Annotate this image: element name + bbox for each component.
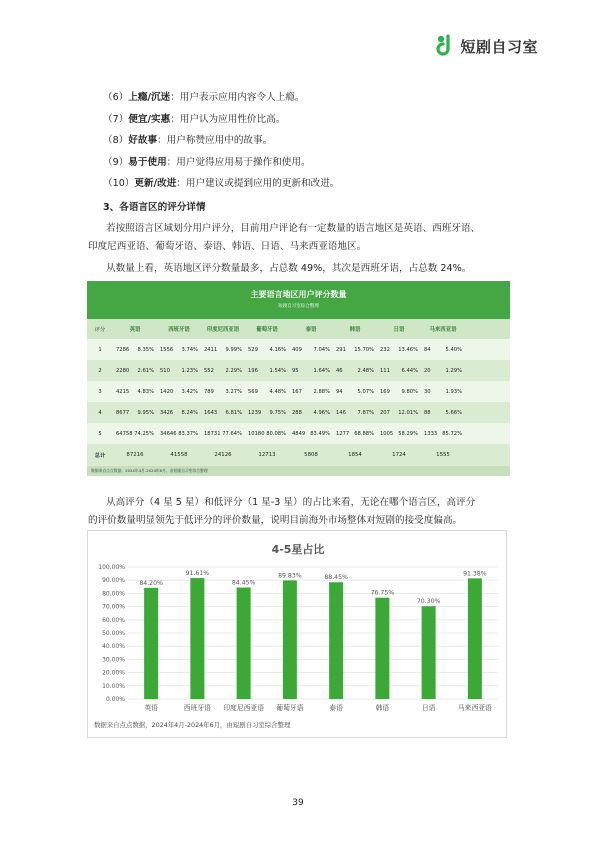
high-rating-share-chart [87,530,507,738]
y-tick-label: 100.00% [98,564,125,571]
count-value: 10180 [248,430,265,437]
share-value: 6.44% [401,367,418,374]
list-item [103,175,339,189]
list-item-description: ：用户表示应用内容令人上瘾。 [170,92,305,103]
table-header [87,281,510,319]
count-share-cell [245,431,289,437]
share-value: 1.93% [445,388,462,395]
count-value: 8677 [116,409,130,416]
share-value: 8.24% [181,409,198,416]
y-tick-label: 30.00% [102,656,125,664]
count-value: 207 [380,409,390,416]
count-value: 30 [424,388,431,395]
bar [375,598,389,699]
count-value: 94 [336,388,343,395]
x-tick-label: 西班牙语 [183,704,211,712]
share-value: 3.74% [181,346,198,353]
share-value: 4.48% [269,388,286,395]
table-row [87,339,510,360]
count-share-cell [377,410,421,416]
share-value: 1.29% [445,367,462,374]
table-row [87,360,510,381]
list-item-term: 更新/改进 [134,178,177,189]
list-item-term: 易于使用 [128,156,167,168]
list-item-number: （6） [103,92,129,103]
count-share-cell [289,347,333,353]
count-share-cell [245,347,289,353]
table-row [87,402,510,423]
count-value: 169 [380,388,390,395]
share-value: 2.29% [225,367,242,374]
count-value: 529 [248,346,258,353]
section-heading: 3、各语言区的评分详情 [103,202,206,213]
y-tick-label: 80.00% [102,590,125,598]
share-value: 80.08% [266,430,286,437]
count-value: 88 [424,409,431,416]
table-total-row [87,444,510,466]
count-share-cell [157,389,201,395]
count-share-cell [333,389,377,395]
bar [329,582,343,699]
share-value: 8.35% [137,346,154,353]
count-share-cell [201,431,245,437]
share-value: 74.25% [134,430,154,437]
count-share-cell [289,431,333,437]
chart-title: 4-5星占比 [271,543,325,556]
count-share-cell [421,431,465,437]
share-value: 58.29% [398,430,418,437]
share-value: 6.81% [225,409,242,416]
count-value: 1333 [424,430,438,437]
share-value: 4.96% [313,409,330,416]
count-value: 64758 [116,430,133,437]
count-value: 291 [336,346,346,353]
total-value: 1724 [392,452,406,458]
count-share-cell [421,347,465,353]
count-share-cell [377,368,421,374]
count-value: 18731 [204,430,221,437]
y-tick-label: 40.00% [102,643,125,651]
share-value: 5.40% [445,346,462,353]
bar [283,580,297,699]
list-item [103,111,285,125]
count-share-cell [245,410,289,416]
count-value: 1556 [160,346,174,353]
language-column-header: 日语 [393,327,405,333]
share-value: 7.04% [313,346,330,353]
list-item-description: ：用户认为应用性价比高。 [170,113,286,125]
bar [190,578,204,699]
count-value: 34646 [160,430,177,437]
bar-value-label: 76.75% [370,589,395,597]
table-row [87,423,510,444]
rating-table [87,281,510,476]
count-share-cell [245,389,289,395]
share-value: 5.07% [357,388,374,395]
count-value: 1005 [380,430,394,437]
count-share-cell [289,389,333,395]
table-body [87,339,510,444]
bar-value-label: 91.61% [185,570,210,578]
count-share-cell [113,431,157,437]
total-label: 总计 [94,452,106,459]
count-share-cell [377,389,421,395]
total-value: 1854 [348,452,362,458]
x-tick-label: 韩语 [375,704,390,712]
language-column-header: 泰语 [305,327,317,333]
rating-column-header: 评分 [94,326,106,333]
count-value: 789 [204,388,214,395]
share-value: 13.46% [398,346,418,353]
x-tick-label: 马来西亚语 [457,704,492,712]
count-share-cell [421,410,465,416]
y-tick-label: 10.00% [102,682,125,690]
count-share-cell [245,368,289,374]
bar [422,606,436,699]
count-value: 1277 [336,430,350,437]
x-tick-label: 英语 [144,704,158,712]
share-value: 9.95% [137,409,154,416]
count-value: 167 [292,388,302,395]
total-value: 87216 [126,452,144,458]
language-column-header: 葡萄牙语 [256,327,278,333]
count-value: 84 [424,346,431,353]
count-share-cell [113,347,157,353]
y-tick-label: 0.00% [105,696,125,703]
count-value: 3426 [160,409,174,416]
total-value: 12713 [258,452,276,458]
count-share-cell [113,410,157,416]
share-value: 15.70% [354,346,374,353]
count-value: 552 [204,367,214,374]
list-item [103,154,311,168]
share-value: 1.64% [313,367,330,374]
count-value: 4849 [292,430,306,437]
share-value: 7.87% [357,409,374,416]
share-value: 3.42% [181,388,198,395]
count-value: 196 [248,367,258,374]
y-tick-label: 60.00% [102,616,125,624]
list-item-number: （8） [103,135,129,146]
rating-cell: 3 [98,388,102,395]
logo-text: 短剧自习室 [460,37,538,56]
y-tick-label: 20.00% [102,669,125,677]
count-value: 46 [336,367,343,374]
rating-cell: 1 [98,346,102,353]
bar [468,578,482,699]
share-value: 4.83% [137,388,154,395]
x-tick-label: 葡萄牙语 [276,704,304,712]
share-value: 83.37% [178,430,198,437]
table-row [87,381,510,402]
count-share-cell [289,410,333,416]
count-value: 232 [380,346,390,353]
count-share-cell [377,347,421,353]
count-share-cell [201,410,245,416]
bar-value-label: 91.38% [463,570,487,578]
bar-value-label: 89.83% [278,572,302,580]
paragraph-3-line-1: 从高评分（4 星 5 星）和低评分（1 星-3 星）的占比来看，无论在哪个语言区，高评分 [106,497,476,508]
share-value: 5.66% [445,409,462,416]
share-value: 2.48% [357,367,374,374]
share-value: 3.27% [225,388,242,395]
list-item-description: ：用户建议或提到应用的更新和改进。 [176,178,340,189]
count-value: 146 [336,409,346,416]
rating-cell: 4 [98,409,102,416]
count-share-cell [157,410,201,416]
bar-value-label: 88.45% [324,574,348,582]
paragraph-3-line-2: 的评价数量明显领先于低评分的评价数量，说明目前海外市场整体对短剧的接受度偏高。 [88,515,463,526]
total-value: 24126 [214,452,232,458]
y-tick-label: 50.00% [102,630,125,637]
language-column-header: 韩语 [349,327,361,333]
share-value: 9.99% [225,346,242,353]
bar-value-label: 84.20% [139,579,163,587]
table-title: 主要语言地区用户评分数量 [250,290,347,299]
count-value: 111 [380,367,390,374]
count-share-cell [333,368,377,374]
list-item-number: （7） [103,113,129,125]
share-value: 2.61% [137,367,154,374]
count-value: 2411 [204,346,218,353]
table-column-headers [87,319,510,339]
language-column-header: 西班牙语 [168,327,190,333]
rating-cell: 2 [98,367,102,374]
list-item [103,89,305,103]
total-value: 5808 [304,452,318,458]
count-share-cell [157,368,201,374]
language-column-header: 印度尼西亚语 [206,327,240,333]
brand-logo [436,34,538,58]
count-share-cell [333,347,377,353]
share-value: 9.75% [269,409,286,416]
page-number: 39 [292,798,304,808]
share-value: 77.64% [222,430,242,437]
count-value: 4215 [116,388,130,395]
total-value: 41558 [170,452,188,458]
list-item-term: 上瘾/沉迷 [128,92,171,103]
count-value: 2280 [116,367,130,374]
count-share-cell [201,368,245,374]
share-value: 1.54% [269,367,286,374]
count-share-cell [201,389,245,395]
list-item [103,132,272,146]
count-share-cell [113,368,157,374]
count-share-cell [421,389,465,395]
list-item-term: 好故事 [128,135,158,146]
paragraph-1-line-1: 若按照语言区域划分用户评分，目前用户评论有一定数量的语言地区是英语、西班牙语、 [106,223,481,234]
share-value: 85.72% [442,430,462,437]
paragraph-2: 从数量上看，英语地区评分数量最多，占总数 49%，其次是西班牙语，占总数 24%。 [106,263,472,274]
count-value: 1420 [160,388,174,395]
table-subtitle: 短剧自习室综合整理 [278,304,319,309]
count-value: 569 [248,388,258,395]
count-share-cell [113,389,157,395]
count-value: 1239 [248,409,262,416]
list-item-number: （9） [103,156,129,168]
count-share-cell [157,347,201,353]
share-value: 4.16% [269,346,286,353]
count-value: 1643 [204,409,218,416]
list-item-description: ：用户觉得应用易于操作和使用。 [166,156,311,168]
bar [144,588,158,699]
count-share-cell [333,431,377,437]
count-share-cell [157,431,201,437]
bar-value-label: 84.45% [231,579,256,587]
y-tick-label: 70.00% [102,603,125,611]
count-value: 510 [160,367,170,374]
share-value: 2.88% [313,388,330,395]
list-item-number: （10） [103,178,135,189]
rating-cell: 5 [98,430,102,437]
total-value: 1555 [436,452,450,458]
share-value: 9.80% [401,388,418,395]
share-value: 1.23% [181,367,198,374]
paragraph-1-line-2: 印度尼西亚语、葡萄牙语、泰语、韩语、日语、马来西亚语地区。 [88,241,367,252]
share-value: 12.01% [398,409,418,416]
count-share-cell [421,368,465,374]
count-share-cell [377,431,421,437]
share-value: 83.49% [310,430,330,437]
count-value: 7286 [116,346,130,353]
list-item-description: ：用户称赞应用中的故事。 [157,135,273,146]
language-column-header: 马来西亚语 [429,327,457,333]
y-tick-label: 90.00% [102,577,125,585]
table-source-note: 数据来自点点数据、2024年4月-2024年6月、由短剧自习室综合整理 [87,466,510,476]
chart-source-note: 数据来自点点数据，2024年4月-2024年6月，由短剧自习室综合整理 [94,721,291,729]
x-tick-label: 泰语 [329,704,343,712]
count-share-cell [289,368,333,374]
list-item-term: 便宜/实惠 [128,113,171,125]
count-share-cell [201,347,245,353]
count-value: 409 [292,346,302,353]
language-column-header: 英语 [129,327,141,333]
bar-value-label: 70.30% [416,598,441,606]
count-share-cell [333,410,377,416]
count-value: 288 [292,409,302,416]
count-value: 95 [292,367,299,374]
logo-mark-icon [436,34,456,58]
x-tick-label: 印度尼西亚语 [223,704,265,712]
count-value: 20 [424,367,431,374]
x-tick-label: 日语 [421,704,436,712]
chart-svg [88,531,508,739]
share-value: 68.88% [354,430,374,437]
bar [237,588,251,699]
